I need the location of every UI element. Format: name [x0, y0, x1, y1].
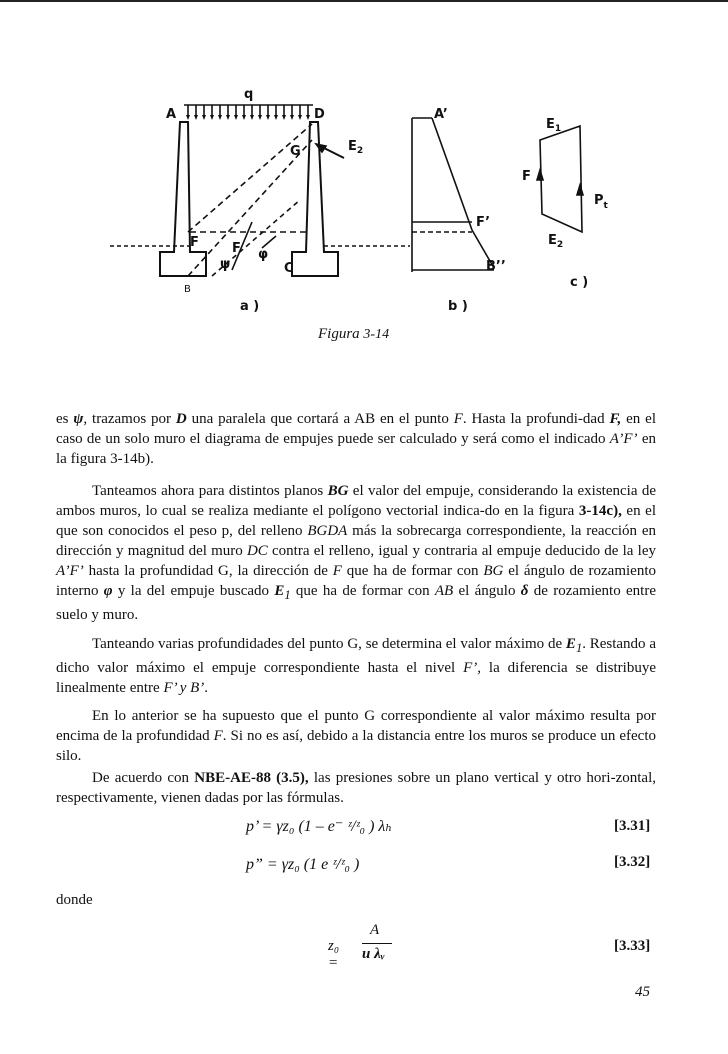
- fraction-numerator: A: [370, 922, 380, 938]
- label-B-prime: B’’: [486, 259, 506, 274]
- equation-number-3-31: [3.31]: [614, 818, 651, 834]
- label-part-c: c ): [570, 275, 589, 290]
- figure-3-14: [0, 0, 728, 320]
- equation-number-3-33: [3.33]: [614, 938, 651, 954]
- label-F-prime: F’: [476, 215, 491, 230]
- label-part-a: a ): [240, 299, 260, 314]
- label-E2: $E_2$: [348, 139, 364, 156]
- label-A-prime: A’: [434, 107, 448, 122]
- fraction-bar: [362, 943, 392, 944]
- formula-lhs: z₀ =: [328, 938, 340, 971]
- label-B: B: [184, 284, 191, 295]
- caption-number: 3-14: [363, 327, 390, 342]
- label-A: A: [166, 107, 177, 122]
- fraction-denominator: u λᵥ: [362, 946, 385, 962]
- equation-number-3-32: [3.32]: [614, 854, 651, 870]
- label-F-mid: F: [232, 241, 241, 256]
- label-E1: $E_1$: [546, 117, 562, 134]
- left-wall: [160, 122, 206, 276]
- label-q: q: [244, 87, 254, 102]
- page-number: 45: [635, 984, 650, 1000]
- paragraph-3: Tanteando varias profundidades del punto G, se determina el valor máximo de $E_1$. Restando a dicho valor máximo el empuje correspondiente hasta el nivel F’, la diferencia se distribuye linealmente entre F’ y B’.: [56, 636, 657, 696]
- paragraph-5: De acuerdo con NBE-AE-88 (3.5), las presiones sobre un plano vertical y otro hori-zontal, respectivamente, vienen dadas por las fórmulas.: [56, 770, 656, 806]
- donde-label: donde: [56, 892, 93, 908]
- formula-3-31: p’ = γz₀ (1 – e⁻ ᶻ/ᶻ₀ ) λₕ: [246, 818, 393, 835]
- label-C: C: [284, 261, 294, 276]
- paragraph-1: es ψ, trazamos por D una paralela que cortará a AB en el punto F. Hasta la profundi-dad F, en el caso de un solo muro el diagrama de empujes puede ser calculado y será como el indicado A’F’ en la figura 3-14b).: [56, 411, 657, 467]
- label-Pt: $P_t$: [594, 193, 608, 211]
- label-psi: ψ: [220, 257, 231, 272]
- formula-3-32: p” = γz₀ (1 e ᶻ/ᶻ₀ ): [246, 856, 360, 873]
- label-F-left: F: [190, 235, 199, 250]
- label-part-b: b ): [448, 299, 468, 314]
- label-D: D: [314, 107, 325, 122]
- force-polygon: [540, 126, 582, 232]
- label-E2-poly: $E_2$: [548, 233, 564, 250]
- label-F-poly: F: [522, 169, 531, 184]
- label-phi: φ: [258, 247, 269, 262]
- paragraph-4: En lo anterior se ha supuesto que el punto G correspondiente al valor máximo resulta por encima de la profundidad F. Si no es así, debido a la distancia entre los muros se produce un efecto silo.: [56, 708, 656, 764]
- figure-caption: [318, 326, 389, 343]
- paragraph-2: Tanteamos ahora para distintos planos BG el valor del empuje, considerando la existencia de ambos muros, lo cual se realiza mediante el polígono vectorial indica-do en la figura 3-14c), en el que son conocidos el peso p, del relleno BGDA más la sobrecarga correspondiente, la reacción en dirección y magnitud del muro DC contra el relleno, igual y contraria al empuje deducido de la ley A’F’ hasta la profundidad G, la dirección de F que ha de formar con BG el ángulo de rozamiento interno φ y la del empuje buscado $E_1$ que ha de formar con AB el ángulo δ de rozamiento entre suelo y muro.: [56, 483, 657, 623]
- caption-word: Figura: [318, 326, 360, 342]
- label-G: G: [290, 144, 301, 159]
